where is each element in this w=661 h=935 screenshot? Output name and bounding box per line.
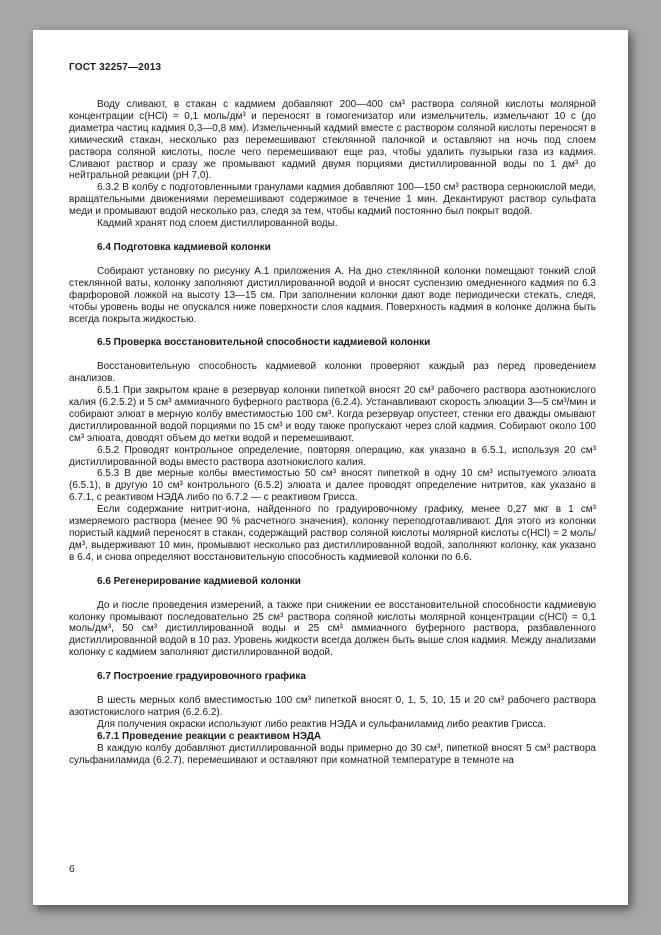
paragraph: 6.5.3 В две мерные колбы вместимостью 50 см³ вносят пипеткой в одну 10 см³ испытуемого элюата (6.5.1), в другую 10 см³ контрольного (6.5.2) элюата и далее проводят определение нитритов, как указано в 6.7.1, с реактивом НЭДА либо по 6.7.2 — с реактивом Грисса. (69, 468, 596, 504)
paragraph: Если содержание нитрит-иона, найденного по градуировочному графику, менее 0,27 мкг в 1 см³ измеряемого раствора (менее 90 % расчетного значения), колонку переподготавливают. Для этого из колонки пористый кадмий переносят в стакан, содержащий раствор соляной кислоты молярной кислоты с(HCl) = 2 моль/дм³, выдерживают 10 мин, промывают несколько раз дистиллированной водой, заполняют колонку, как указано в 6.4, и снова определяют восстановительную способность кадмиевой колонки по 6.6. (69, 504, 596, 563)
paragraph: В шесть мерных колб вместимостью 100 см³ пипеткой вносят 0, 1, 5, 10, 15 и 20 см³ рабочего раствора азотистокислого натрия (6.2.6.2). (69, 695, 596, 718)
paragraph: 6.5.1 При закрытом кране в резервуар колонки пипеткой вносят 20 см³ рабочего раствора азотнокислого калия (6.2.5.2) и 5 см³ аммиачного буферного раствора (6.2.4). Устанавливают скорость элюации 3—5 см³/мин и собирают элюат в мерную колбу вместимостью 100 см³. Когда резервуар опустеет, стенки его дважды омывают дистиллированной водой порциями по 15 см³ и воду также пропускают через слой кадмия. Собирают около 100 см³ элюата, доводят объем до метки водой и перемешивают. (69, 385, 596, 444)
section-heading-6-6: 6.6 Регенерирование кадмиевой колонки (97, 575, 301, 587)
document-body (69, 99, 596, 767)
document-header: ГОСТ 32257—2013 (69, 62, 162, 73)
paragraph: До и после проведения измерений, а также при снижении ее восстановительной способности кадмиевую колонку промывают последовательно 25 см³ раствора соляной кислоты молярной концентрации с(HCl) = 0,1 моль/дм³, 50 см³ дистиллированной воды и 25 см³ аммиачного буферного раствора, разбавленного дистиллированной водой в 10 раз. Уровень жидкости всегда должен быть выше слоя кадмия. Между анализами колонку с кадмием заполняют дистиллированной водой. (69, 599, 596, 659)
paragraph: В каждую колбу добавляют дистиллированной воды примерно до 30 см³, пипеткой вносят 5 см³ раствора сульфаниламида (6.2.7), перемешивают и оставляют при комнатной температуре в темноте на (69, 742, 596, 766)
paragraph: Собирают установку по рисунку А.1 приложения А. На дно стеклянной колонки помещают тонкий слой стеклянной ваты, колонку заполняют дистиллированной водой и вносят суспензию омедненного кадмия по 6.3 фарфоровой ложкой на высоту 13—15 см. При заполнении колонки дают воде периодически стекать, следя, чтобы уровень воды не опускался ниже поверхности слоя кадмия. Поверхность кадмия в колонке должна быть всегда покрыта жидкостью. (69, 265, 596, 325)
paragraph: Восстановительную способность кадмиевой колонки проверяют каждый раз перед проведением анализов. (69, 361, 596, 385)
paragraph: 6.3.2 В колбу с подготовленными гранулами кадмия добавляют 100—150 см³ раствора сернокислой меди, вращательными движениями перемешивают содержимое в течение 1 мин. Декантируют раствор сульфата меди и промывают водой несколько раз, следя за тем, чтобы кадмий постоянно был покрыт водой. (69, 182, 596, 218)
section-heading-6-7: 6.7 Построение градуировочного графика (97, 671, 306, 683)
section-heading-6-4: 6.4 Подготовка кадмиевой колонки (97, 241, 271, 253)
section-heading-6-5: 6.5 Проверка восстановительной способности кадмиевой колонки (97, 337, 431, 349)
section-heading-6-7-1: 6.7.1 Проведение реакции с реактивом НЭДА (97, 730, 322, 742)
paragraph: Воду сливают, в стакан с кадмием добавляют 200—400 см³ раствора соляной кислоты молярной концентрации с(HCl) = 0,1 моль/дм³ и переносят в гомогенизатор или измельчитель, измельчают 10 с (до диаметра частиц кадмия 0,3—0,8 мм). Измельченный кадмий вместе с раствором соляной кислоты переносят в химический стакан, несколько раз перемешивают стеклянной палочкой и оставляют на ночь под слоем раствора соляной кислоты, после чего перемешивают еще раз, чтобы удалить пузырьки газа из кадмия. Сливают раствор и сразу же промывают кадмий двумя порциями дистиллированной воды по 1 дм³ до нейтральной реакции (рН 7,0). (69, 99, 596, 182)
paragraph: 6.5.2 Проводят контрольное определение, повторяя операцию, как указано в 6.5.1, используя 20 см³ дистиллированной воды вместо раствора азотнокислого калия. (69, 444, 596, 468)
page-number: 6 (69, 864, 75, 875)
paragraph: Кадмий хранят под слоем дистиллированной воды. (97, 218, 338, 230)
document-page (33, 30, 628, 905)
paragraph: Для получения окраски используют либо реактив НЭДА и сульфаниламид либо реактив Грисса. (97, 718, 546, 730)
